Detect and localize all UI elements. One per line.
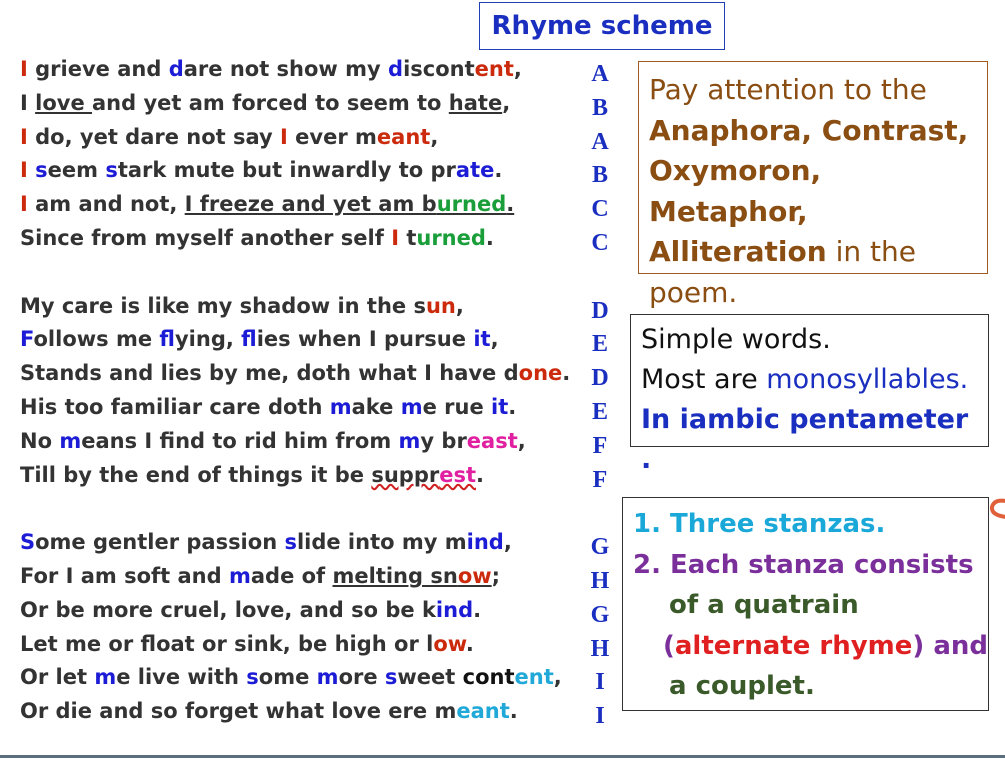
poem-segment: ,: [513, 57, 522, 81]
poem-segment: ade of: [250, 563, 333, 588]
poem-segment: cont: [462, 665, 515, 690]
structure-quatrain: of a quatrain: [669, 590, 859, 620]
poem-segment: I: [20, 158, 28, 183]
poem-segment: .: [465, 631, 474, 656]
poem-segment: ,: [430, 124, 439, 149]
rhyme-letter: G: [590, 534, 610, 561]
poem-segment: I freeze and yet am b: [184, 192, 437, 217]
poem-segment: F: [20, 327, 34, 352]
poem-line: [20, 188, 570, 222]
rhyme-letter: B: [591, 162, 608, 189]
poem-segment: ,: [490, 327, 499, 352]
poem-segment: ent: [474, 57, 514, 81]
poem-segment: are not show my: [183, 57, 389, 81]
poem-segment: ,: [553, 665, 562, 690]
poem-line: [20, 53, 570, 87]
poem-segment: eans I find to rid him from: [81, 428, 399, 453]
poem-segment: S: [20, 530, 36, 555]
poem-line: [20, 87, 570, 121]
poem-segment: ever m: [287, 124, 377, 149]
rhyme-letter: I: [595, 669, 605, 696]
poem-segment: ,: [503, 530, 512, 555]
stanza-gap: [20, 492, 570, 526]
poem-segment: lide into my m: [296, 530, 467, 555]
poem-segment: and yet am forced to seem to: [92, 90, 449, 115]
rhyme-letter: E: [591, 331, 608, 358]
poem-segment: east: [466, 428, 518, 453]
poem-segment: it: [491, 394, 509, 419]
structure-item-1: 1. Three stanzas.: [633, 509, 886, 539]
diction-line-2-prefix: Most are: [641, 364, 767, 395]
poem-segment: s: [246, 665, 259, 690]
poem-line: [20, 526, 570, 560]
poem-segment: weet: [397, 665, 463, 690]
rhyme-letter: G: [590, 601, 610, 628]
poem-segment: ind: [466, 530, 504, 555]
devices-outro: in the poem.: [649, 235, 916, 309]
alternate-rhyme-text: alternate rhyme: [674, 630, 913, 661]
poem-segment: s: [384, 665, 398, 690]
poem-segment: Since from myself another self: [20, 225, 392, 250]
poem-segment: one: [518, 361, 563, 386]
poem-segment: f: [241, 327, 257, 352]
poem-segment: ,: [455, 293, 464, 318]
rhyme-letter: I: [595, 703, 605, 730]
rhyme-letter: C: [591, 229, 609, 256]
diction-box: [630, 314, 989, 475]
rhyme-letter: F: [592, 432, 608, 459]
poem-line: [20, 661, 570, 695]
structure-item-2: 2. Each stanza consists: [633, 549, 974, 580]
poem-segment: I: [20, 192, 28, 217]
poem-segment: ,: [517, 428, 526, 453]
scheme-gap: [588, 497, 612, 531]
poem-segment: I: [391, 225, 400, 250]
poem-segment: un: [425, 293, 456, 318]
poem-segment: s: [284, 530, 297, 555]
poem-segment: love: [35, 90, 92, 115]
poem-segment: ome: [258, 665, 317, 690]
poem-segment: ow: [457, 563, 492, 588]
poem-segment: do, yet dare not say: [27, 124, 281, 149]
poem-segment: y br: [420, 428, 467, 453]
poem-segment: ake: [351, 394, 401, 419]
structure-alternate-rhyme: [633, 626, 989, 667]
poem-segment: Or die and so forget what love ere m: [20, 699, 457, 724]
rhyme-letter: A: [591, 61, 609, 87]
rhyme-scheme-letters: [588, 58, 612, 734]
poem-line: [20, 628, 570, 662]
poem-line: [20, 222, 570, 256]
poem-segment: .: [506, 192, 515, 217]
poem-segment: ate: [455, 158, 495, 183]
poem-line: [20, 121, 570, 155]
poem-segment: No: [20, 428, 60, 453]
structure-box: [622, 497, 989, 711]
poem-segment: Or let: [20, 665, 95, 690]
poem-segment: Stands and lies by me, doth what I have d: [20, 361, 519, 386]
diction-line-1: Simple words.: [641, 324, 831, 355]
poem-segment: lying,: [174, 327, 242, 352]
poem-segment: e rue: [422, 394, 492, 419]
poem-line: [20, 154, 570, 188]
poem-segment: Let me or float or sink, be high or l: [20, 631, 434, 656]
poem-segment: hate: [448, 90, 503, 115]
iambic-pentameter-text: In iambic pentameter .: [641, 404, 969, 475]
poem-segment: .: [476, 462, 484, 487]
rhyme-letter: C: [591, 196, 609, 223]
scheme-gap: [588, 261, 612, 295]
poem-line: [20, 323, 570, 357]
stanza-gap: [20, 256, 570, 290]
poem-segment: .: [473, 597, 482, 622]
poem-segment: ome gentler passion: [35, 530, 285, 555]
poem-line: [20, 695, 570, 729]
poem-segment: ;: [491, 563, 501, 588]
poem-line: [20, 425, 570, 459]
rhyme-letter: B: [591, 94, 608, 121]
poem-segment: t: [399, 225, 417, 250]
literary-devices-box: [638, 61, 988, 309]
poem-line: [20, 560, 570, 594]
poem-line: [20, 459, 570, 493]
rhyme-letter: A: [591, 128, 609, 155]
poem-segment: For I am soft and: [20, 563, 229, 588]
rhyme-letter: E: [591, 398, 608, 425]
poem-segment: .: [509, 699, 518, 724]
poem-segment: I: [280, 124, 288, 149]
poem-segment: ind: [435, 597, 474, 622]
poem-segment: I: [20, 90, 36, 115]
poem-segment: Till by the end of things it be: [20, 462, 372, 487]
poem-line: [20, 594, 570, 628]
poem-line: [20, 391, 570, 425]
poem-segment: ,: [502, 90, 511, 115]
poem-segment: His too familiar care doth: [20, 394, 330, 419]
poem-segment: urned: [416, 225, 486, 250]
bottom-divider: [0, 755, 1005, 758]
monosyllables-text: monosyllables.: [766, 364, 969, 395]
poem-segment: melting sn: [332, 563, 458, 588]
poem-segment: m: [59, 428, 82, 453]
poem-segment: urned: [436, 192, 507, 217]
poem-segment: I: [20, 124, 28, 149]
rhyme-scheme-title: Rhyme scheme: [479, 2, 725, 50]
poem-segment: m: [316, 665, 339, 690]
poem-segment: est: [439, 462, 476, 487]
poem-segment: eant: [376, 124, 431, 149]
poem-segment: it: [473, 327, 491, 352]
partial-shape-icon: [988, 497, 1005, 523]
devices-list: Anaphora, Contrast, Oxymoron, Metaphor, Alliteration: [649, 113, 969, 268]
poem-segment: eant: [456, 699, 510, 724]
poem-segment: m: [94, 665, 117, 690]
poem-segment: .: [508, 394, 517, 419]
structure-couplet: a couplet.: [669, 671, 815, 701]
poem-segment: .: [494, 158, 503, 183]
poem-segment: m: [329, 394, 352, 419]
paren-open: (: [663, 630, 675, 661]
devices-intro: Pay attention to the: [649, 73, 927, 106]
poem-segment: m: [400, 394, 423, 419]
poem-segment: m: [398, 428, 421, 453]
rhyme-letter: H: [590, 635, 610, 662]
poem-segment: ent: [514, 665, 554, 690]
poem-segment: .: [562, 361, 571, 386]
poem: [20, 53, 570, 729]
poem-segment: suppr: [371, 462, 440, 487]
poem-segment: My care is like my shadow in the s: [20, 293, 426, 318]
rhyme-letter: H: [590, 567, 610, 594]
poem-segment: am and not,: [27, 192, 185, 217]
diction-line-2: [641, 360, 978, 400]
rhyme-letter: D: [591, 365, 609, 392]
poem-segment: e live with: [116, 665, 247, 690]
poem-segment: ollows me: [33, 327, 160, 352]
poem-segment: lies when I pursue: [256, 327, 474, 352]
poem-segment: s: [35, 158, 48, 183]
poem-segment: Or be more cruel, love, and so be k: [20, 597, 436, 622]
poem-segment: tark mute but inwardly to pr: [117, 158, 456, 183]
poem-segment: eem: [47, 158, 106, 183]
and-text: and: [924, 630, 989, 661]
poem-line: [20, 357, 570, 391]
poem-segment: m: [228, 563, 251, 588]
poem-segment: ore: [338, 665, 385, 690]
paren-close: ): [912, 630, 925, 661]
poem-segment: .: [485, 225, 494, 250]
poem-segment: iscont: [403, 57, 475, 81]
poem-line: [20, 290, 570, 324]
poem-segment: I: [20, 57, 28, 81]
poem-segment: s: [105, 158, 118, 183]
poem-segment: f: [159, 327, 175, 352]
rhyme-letter: D: [591, 297, 609, 324]
poem-segment: ow: [433, 631, 466, 656]
rhyme-letter: F: [592, 466, 608, 493]
poem-segment: d: [388, 57, 404, 81]
poem-segment: d: [168, 57, 184, 81]
poem-segment: grieve and: [27, 57, 169, 81]
